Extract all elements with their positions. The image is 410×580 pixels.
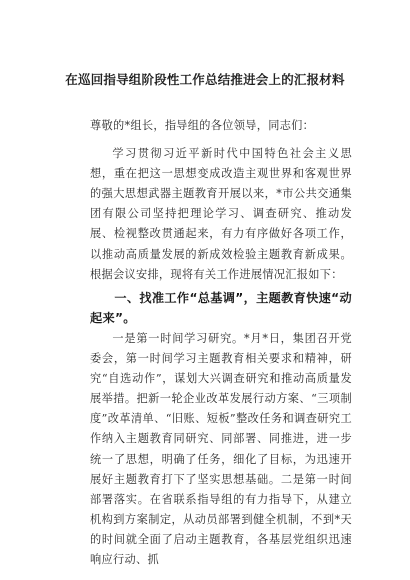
intro-paragraph: 学习贯彻习近平新时代中国特色社会主义思想，重在把这一思想变成改造主观世界和客观世界的强大思想武器主题教育开展以来，*市公共交通集团有限公司坚持把理论学习、调查研究、推动发展、检视整改贯通起来，有力有序做好各项工作，以推动高质量发展的新成效检验主题教育新成果。根据会议安排，现将有关工作进展情况汇报如下： xyxy=(90,147,352,281)
salutation: 尊敬的*组长，指导组的各位领导，同志们： xyxy=(90,119,315,132)
document-title: 在巡回指导组阶段性工作总结推进会上的汇报材料 xyxy=(65,72,345,87)
section-paragraph: 一是第一时间学习研究。*月*日，集团召开党委会，第一时间学习主题教育相关要求和精神，研究“自选动作”，谋划大兴调查研究和推动高质量发展举措。把新一轮企业改革发展行动方案、“三项制度”改革清单、“旧账、短板”整改任务和调查研究工作纳入主题教育同研究、同部署、同推进，进一步统一了思想，明确了任务，细化了目标，为迅速开展好主题教育打下了坚实思想基础。二是第一时间部署落实。在省联系指导组的有力指导下，从建立机构到方案制定，从动员部署到健全机制，不到*天的时间就全面了启动主题教育，各基层党组织迅速响应行动、抓 xyxy=(90,331,352,566)
document-body xyxy=(90,116,352,570)
section-heading: 一、找准工作“总基调”，主题教育快速“动起来”。 xyxy=(90,290,352,325)
